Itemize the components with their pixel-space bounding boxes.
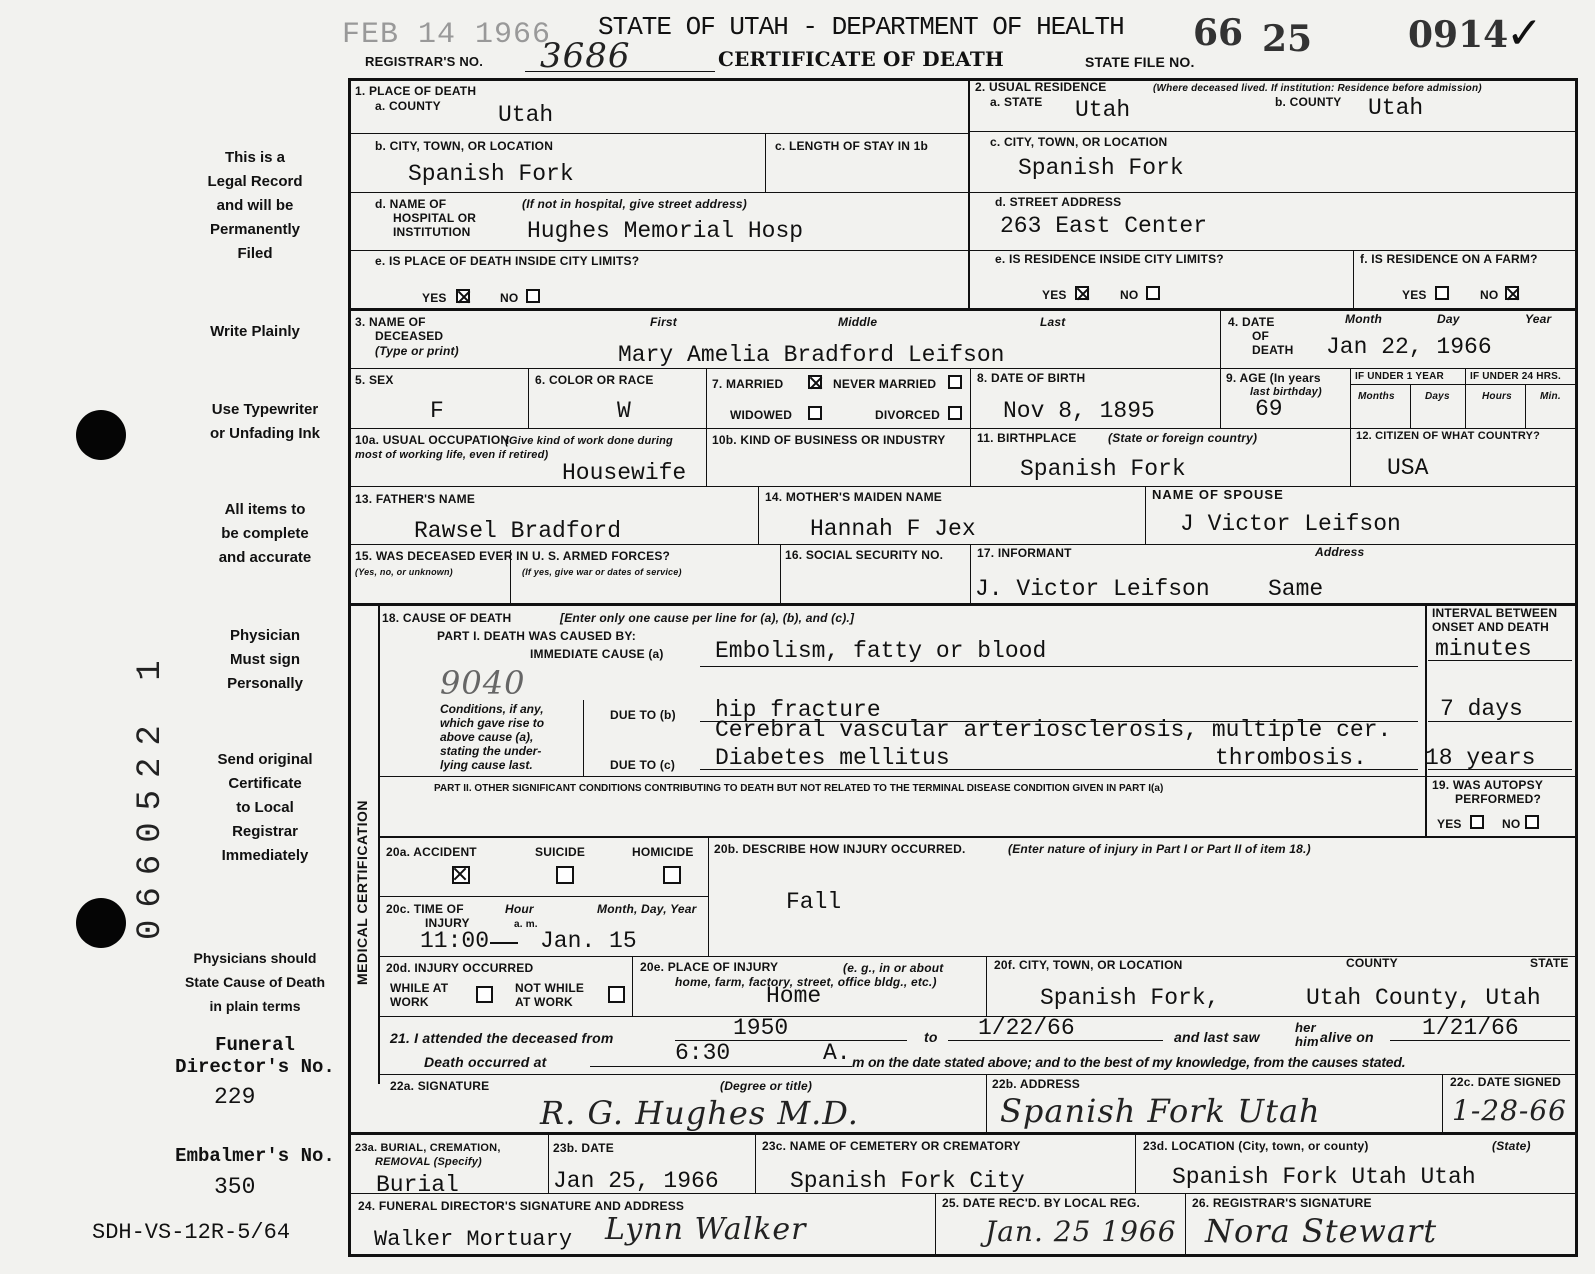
field-9-label: 9. AGE (In years <box>1226 371 1321 385</box>
ink-line-2: or Unfading Ink <box>210 425 320 442</box>
injury-city-value: Spanish Fork, <box>1040 985 1220 1011</box>
autopsy-yes-label: YES <box>1437 817 1462 831</box>
conditions-line-2: which gave rise to <box>440 716 545 730</box>
field-4-label-2: OF <box>1252 329 1270 343</box>
physician-line-1: Physician <box>229 627 301 644</box>
field-2-label: 2. USUAL RESIDENCE <box>975 80 1107 94</box>
field-15-note-1: (Yes, no, or unknown) <box>355 567 453 577</box>
while-at-label: WHILE AT <box>390 981 449 995</box>
autopsy-yes-checkbox[interactable] <box>1470 815 1484 829</box>
field-2c-label: c. CITY, TOWN, OR LOCATION <box>990 135 1168 149</box>
funeral-director-no: 229 <box>214 1084 256 1110</box>
form-title: STATE OF UTAH - DEPARTMENT OF HEALTH <box>598 12 1124 42</box>
divorced-label: DIVORCED <box>875 408 940 422</box>
field-21-label: 21. I attended the deceased from <box>390 1030 614 1046</box>
middle-name-caption: Middle <box>838 315 878 329</box>
work-label: WORK <box>390 995 429 1009</box>
field-5-label: 5. SEX <box>355 373 394 387</box>
attended-to-value: 1/22/66 <box>978 1015 1075 1041</box>
homicide-checkbox[interactable] <box>663 866 681 884</box>
field-1e-no-label: NO <box>500 291 519 305</box>
physician-note <box>160 624 370 696</box>
birthplace-value: Spanish Fork <box>1020 456 1186 482</box>
injury-time-value: 11:00 <box>420 928 490 954</box>
file-no-c: 0914 <box>1408 14 1509 56</box>
field-22a-label: 22a. SIGNATURE <box>390 1079 490 1093</box>
send-line-2: Certificate <box>228 775 302 792</box>
physician-address-value: Spanish Fork Utah <box>1000 1092 1321 1130</box>
due-to-c-label: DUE TO (c) <box>610 758 676 772</box>
send-line-5: Immediately <box>221 847 309 864</box>
hour-caption: Hour <box>505 902 534 916</box>
suicide-checkbox[interactable] <box>556 866 574 884</box>
hours-caption: Hours <box>1482 391 1512 402</box>
field-1d-label-3: INSTITUTION <box>393 225 471 239</box>
conditions-line-5: lying cause last. <box>440 758 533 772</box>
legal-line-4: Permanently <box>209 221 301 238</box>
married-checkbox[interactable] <box>808 375 822 389</box>
county-caption: COUNTY <box>1346 956 1398 970</box>
date-of-death-value: Jan 22, 1966 <box>1326 334 1492 360</box>
occupation-value: Housewife <box>562 460 687 486</box>
field-4-label: 4. DATE <box>1228 315 1275 329</box>
informant-address-caption: Address <box>1315 545 1365 559</box>
field-19-label-2: PERFORMED? <box>1455 792 1541 806</box>
field-1-label: 1. PLACE OF DEATH <box>355 84 477 98</box>
residence-county-value: Utah <box>1368 95 1424 121</box>
birth-date-value: Nov 8, 1895 <box>1003 398 1155 424</box>
state-cause-line-2: State Cause of Death <box>184 974 326 990</box>
disposition-value: Burial <box>376 1172 459 1198</box>
funeral-director-value: Walker Mortuary <box>374 1227 573 1252</box>
field-1a-label: a. COUNTY <box>375 99 441 113</box>
field-15-label: 15. WAS DECEASED EVER IN U. S. ARMED FORCES? <box>355 549 671 563</box>
cause-a-value: Embolism, fatty or blood <box>715 638 1047 664</box>
field-20c-label: 20c. TIME OF <box>386 902 464 916</box>
death-city-value: Spanish Fork <box>408 161 574 187</box>
physician-line-3: Personally <box>227 675 303 692</box>
complete-line-3: and accurate <box>218 549 312 566</box>
field-1e-no-checkbox[interactable] <box>526 289 540 303</box>
informant-value: J. Victor Leifson <box>975 576 1210 602</box>
medical-certification-label: MEDICAL CERTIFICATION <box>354 800 370 985</box>
field-20b-label: 20b. DESCRIBE HOW INJURY OCCURRED. <box>714 842 966 856</box>
first-name-caption: First <box>650 315 678 329</box>
legal-line-5: Filed <box>237 245 273 262</box>
field-15-note-2: (If yes, give war or dates of service) <box>522 567 682 577</box>
never-married-label: NEVER MARRIED <box>833 377 937 391</box>
physician-signature: R. G. Hughes M.D. <box>540 1094 859 1132</box>
field-3-note: (Type or print) <box>375 344 459 358</box>
day-caption: Day <box>1437 312 1460 326</box>
injury-county-value: Utah County, Utah <box>1306 985 1541 1011</box>
cause-a-line <box>700 666 1418 667</box>
send-line-3: to Local <box>236 799 294 816</box>
never-married-checkbox[interactable] <box>948 375 962 389</box>
pm-strike <box>490 942 518 944</box>
field-2d-label: d. STREET ADDRESS <box>995 195 1122 209</box>
conditions-bracket <box>583 700 584 776</box>
state-cause-line-1: Physicians should <box>193 950 317 966</box>
field-10a-note: (Give kind of work done during most of working life, even if retired) <box>355 435 673 461</box>
conditions-line-4: stating the under- <box>440 744 542 758</box>
state-cause-line-3: in plain terms <box>209 998 301 1014</box>
field-2e-no-checkbox[interactable] <box>1146 286 1160 300</box>
send-line-4: Registrar <box>232 823 298 840</box>
field-2-note: (Where deceased lived. If institution: Residence before admission) <box>1153 83 1482 94</box>
vertical-serial-number: 0660522 1 <box>132 648 170 940</box>
cause-code-value: 9040 <box>440 664 526 702</box>
field-20d-label: 20d. INJURY OCCURRED <box>386 961 534 975</box>
field-22b-label: 22b. ADDRESS <box>992 1077 1080 1091</box>
cause-b-value: hip fracture <box>715 697 881 723</box>
funeral-label-line-2: Director's No. <box>175 1056 335 1078</box>
field-23c-label: 23c. NAME OF CEMETERY OR CREMATORY <box>762 1139 1021 1153</box>
field-8-label: 8. DATE OF BIRTH <box>977 371 1086 385</box>
month-caption: Month <box>1345 312 1382 326</box>
registrar-signature: Nora Stewart <box>1205 1212 1438 1250</box>
file-no-a: 66 <box>1193 12 1244 54</box>
field-1e-label: e. IS PLACE OF DEATH INSIDE CITY LIMITS? <box>375 254 640 268</box>
field-23b-label: 23b. DATE <box>553 1141 614 1155</box>
field-20b-note: (Enter nature of injury in Part I or Part II of item 18.) <box>1008 842 1311 856</box>
funeral-label-line-1: Funeral <box>215 1034 295 1056</box>
burial-location-value: Spanish Fork Utah Utah <box>1172 1164 1476 1190</box>
residence-state-value: Utah <box>1075 97 1131 123</box>
homicide-label: HOMICIDE <box>632 845 694 859</box>
while-at-work-checkbox[interactable] <box>476 986 493 1003</box>
field-2f-yes-label: YES <box>1402 288 1427 302</box>
send-note <box>160 748 370 868</box>
part-2-label: PART II. OTHER SIGNIFICANT CONDITIONS CONTRIBUTING TO DEATH BUT NOT RELATED TO THE TERMINAL DISEASE CONDITION GIVEN IN PART I(a) <box>434 783 1164 794</box>
cemetery-value: Spanish Fork City <box>790 1168 1025 1194</box>
her-label: her <box>1295 1020 1316 1035</box>
accident-checkbox[interactable] <box>452 866 470 884</box>
field-25-label: 25. DATE REC'D. BY LOCAL REG. <box>942 1196 1141 1210</box>
interval-b-value: 7 days <box>1440 696 1523 722</box>
injury-description-value: Fall <box>786 889 842 915</box>
field-20c-label-2: INJURY <box>425 916 470 930</box>
due-to-b-label: DUE TO (b) <box>610 708 676 722</box>
field-2a-label: a. STATE <box>990 95 1043 109</box>
alive-on-value: 1/21/66 <box>1422 1015 1519 1041</box>
hospital-value: Hughes Memorial Hosp <box>527 218 804 244</box>
field-18-note: [Enter only one cause per line for (a), (b), and (c).] <box>560 611 855 625</box>
not-while-label: NOT WHILE <box>515 981 585 995</box>
last-name-caption: Last <box>1040 315 1066 329</box>
not-while-at-work-checkbox[interactable] <box>608 986 625 1003</box>
divorced-checkbox[interactable] <box>948 406 962 420</box>
street-address-value: 263 East Center <box>1000 213 1208 239</box>
conditions-line-3: above cause (a), <box>440 730 534 744</box>
field-11-note: (State or foreign country) <box>1108 431 1258 445</box>
degree-caption: (Degree or title) <box>720 1079 813 1093</box>
attended-from-value: 1950 <box>733 1015 789 1041</box>
ink-line-1: Use Typewriter <box>211 401 319 418</box>
spouse-label: NAME OF SPOUSE <box>1152 487 1284 502</box>
at-work-label: AT WORK <box>515 995 573 1009</box>
cause-c-value: Diabetes mellitus <box>715 745 950 771</box>
interval-label: INTERVAL BETWEEN <box>1432 606 1558 620</box>
send-line-1: Send original <box>217 751 313 768</box>
funeral-director-label <box>150 1034 360 1078</box>
death-county-value: Utah <box>498 102 554 128</box>
him-label: him <box>1295 1034 1319 1049</box>
field-2f-no-checkbox[interactable] <box>1505 286 1519 300</box>
spouse-name-value: J Victor Leifson <box>1180 511 1401 537</box>
min-caption: Min. <box>1540 391 1561 402</box>
field-19-label: 19. WAS AUTOPSY <box>1432 778 1544 792</box>
complete-note <box>160 498 370 570</box>
under-1-year-label: IF UNDER 1 YEAR <box>1355 371 1444 382</box>
conditions-note <box>440 702 578 772</box>
field-1b-label: b. CITY, TOWN, OR LOCATION <box>375 139 554 153</box>
death-time-value: 6:30 <box>675 1040 731 1066</box>
months-caption: Months <box>1358 391 1395 402</box>
complete-line-2: be complete <box>221 525 309 542</box>
field-23a-label-2: REMOVAL (Specify) <box>375 1156 482 1168</box>
widowed-checkbox[interactable] <box>808 406 822 420</box>
sex-value: F <box>430 398 444 424</box>
field-4-label-3: DEATH <box>1252 343 1294 357</box>
binder-hole-icon <box>76 898 126 948</box>
field-10b-label: 10b. KIND OF BUSINESS OR INDUSTRY <box>712 433 946 447</box>
field-10a-label: 10a. USUAL OCCUPATION <box>355 433 510 447</box>
state-caption: STATE <box>1530 956 1569 970</box>
alive-on-label: alive on <box>1320 1029 1374 1045</box>
suicide-label: SUICIDE <box>535 845 586 859</box>
mother-name-value: Hannah F Jex <box>810 516 976 542</box>
field-26-label: 26. REGISTRAR'S SIGNATURE <box>1192 1196 1372 1210</box>
form-number: SDH-VS-12R-5/64 <box>92 1220 291 1245</box>
part-1-label: PART I. DEATH WAS CAUSED BY: <box>437 629 636 643</box>
field-1d-label: d. NAME OF <box>375 197 447 211</box>
immediate-cause-label: IMMEDIATE CAUSE (a) <box>530 647 664 661</box>
date-received-value: Jan. 25 1966 <box>985 1215 1177 1248</box>
field-22c-label: 22c. DATE SIGNED <box>1450 1075 1562 1089</box>
field-3-label: 3. NAME OF <box>355 315 426 329</box>
legal-line-1: This is a <box>224 149 286 166</box>
field-3-label-2: DECEASED <box>375 329 444 343</box>
field-2e-no-label: NO <box>1120 288 1139 302</box>
last-saw-label: and last saw <box>1174 1029 1260 1045</box>
interval-label-2: ONSET AND DEATH <box>1432 620 1549 634</box>
race-value: W <box>617 398 631 424</box>
state-cause-note <box>150 946 360 1018</box>
death-occurred-label: Death occurred at <box>424 1054 547 1070</box>
field-2e-yes-label: YES <box>1042 288 1067 302</box>
registrar-no: 3686 <box>540 36 631 76</box>
field-2e-label: e. IS RESIDENCE INSIDE CITY LIMITS? <box>995 252 1224 266</box>
field-17-label: 17. INFORMANT <box>977 546 1072 560</box>
legal-line-2: Legal Record <box>207 173 303 190</box>
legal-record-note <box>150 146 360 266</box>
field-13-label: 13. FATHER'S NAME <box>355 492 476 506</box>
under-24-hrs-label: IF UNDER 24 HRS. <box>1470 371 1561 382</box>
injury-place-value: Home <box>766 983 822 1009</box>
field-1c-label: c. LENGTH OF STAY IN 1b <box>775 139 929 153</box>
field-1d-note: (If not in hospital, give street address) <box>522 197 747 211</box>
field-2f-label: f. IS RESIDENCE ON A FARM? <box>1360 252 1538 266</box>
deceased-name-value: Mary Amelia Bradford Leifson <box>618 342 1005 368</box>
field-16-label: 16. SOCIAL SECURITY NO. <box>785 548 944 562</box>
field-11-label: 11. BIRTHPLACE <box>977 431 1077 445</box>
married-label: 7. MARRIED <box>712 377 784 391</box>
field-1e-yes-label: YES <box>422 291 447 305</box>
mdy-caption: Month, Day, Year <box>597 902 697 916</box>
physician-line-2: Must sign <box>230 651 300 668</box>
field-20e-label: 20e. PLACE OF INJURY <box>640 960 779 974</box>
file-no-b: 25 <box>1262 18 1313 60</box>
field-24-label: 24. FUNERAL DIRECTOR'S SIGNATURE AND ADDRESS <box>358 1199 685 1213</box>
complete-line-1: All items to <box>224 501 306 518</box>
age-value: 69 <box>1255 396 1283 422</box>
field-12-label: 12. CITIZEN OF WHAT COUNTRY? <box>1356 430 1541 442</box>
field-1e-yes-checkbox[interactable] <box>456 289 470 303</box>
autopsy-no-checkbox[interactable] <box>1525 815 1539 829</box>
field-2f-yes-checkbox[interactable] <box>1435 286 1449 300</box>
field-20e-note: (e. g., in or about home, farm, factory, street, office bldg., etc.) <box>675 961 944 989</box>
death-am-value: A. <box>823 1040 851 1066</box>
burial-date-value: Jan 25, 1966 <box>553 1168 719 1194</box>
days-caption: Days <box>1425 391 1450 402</box>
field-20f-label: 20f. CITY, TOWN, OR LOCATION <box>994 958 1183 972</box>
field-6-label: 6. COLOR OR RACE <box>535 373 654 387</box>
date-signed-value: 1-28-66 <box>1452 1094 1567 1127</box>
residence-city-value: Spanish Fork <box>1018 155 1184 181</box>
occurred-time-line <box>590 1066 852 1067</box>
state-file-label: STATE FILE NO. <box>1085 54 1195 70</box>
citizenship-value: USA <box>1387 455 1429 481</box>
informant-address-value: Same <box>1268 576 1324 602</box>
check-mark-icon: ✓ <box>1506 8 1543 59</box>
registrar-no-line <box>525 71 715 72</box>
field-20a-label: 20a. ACCIDENT <box>386 845 477 859</box>
funeral-director-signature: Lynn Walker <box>605 1212 807 1247</box>
widowed-label: WIDOWED <box>730 408 793 422</box>
am-caption: a. m. <box>514 919 538 930</box>
conditions-line-1: Conditions, if any, <box>440 702 544 716</box>
to-label: to <box>924 1029 938 1045</box>
year-caption: Year <box>1525 312 1552 326</box>
field-2f-no-label: NO <box>1480 288 1499 302</box>
field-2b-label: b. COUNTY <box>1275 95 1342 109</box>
interval-a-value: minutes <box>1435 636 1532 662</box>
embalmer-no: 350 <box>214 1174 256 1200</box>
received-stamp-date: FEB 14 1966 <box>342 18 552 52</box>
field-9-label-2: last birthday) <box>1250 386 1322 398</box>
legal-line-3: and will be <box>216 197 294 214</box>
father-name-value: Rawsel Bradford <box>414 518 622 544</box>
field-14-label: 14. MOTHER'S MAIDEN NAME <box>765 490 943 504</box>
write-plainly-note: Write Plainly <box>210 323 300 340</box>
certificate-title: CERTIFICATE OF DEATH <box>718 47 1005 71</box>
interval-c-value: 18 years <box>1425 745 1536 771</box>
field-2e-yes-checkbox[interactable] <box>1075 286 1089 300</box>
cause-c-extra-value: thrombosis. <box>1215 745 1367 771</box>
field-23d-state-caption: (State) <box>1492 1139 1531 1153</box>
injury-date-value: Jan. 15 <box>540 928 637 954</box>
field-23d-label: 23d. LOCATION (City, town, or county) <box>1143 1139 1369 1153</box>
binder-hole-icon <box>76 410 126 460</box>
embalmer-label: Embalmer's No. <box>175 1145 335 1167</box>
ink-note <box>160 398 370 446</box>
field-23a-label: 23a. BURIAL, CREMATION, <box>355 1142 501 1154</box>
field-1d-label-2: HOSPITAL OR <box>393 211 477 225</box>
attestation-text: m on the date stated above; and to the best of my knowledge, from the causes stated. <box>852 1054 1406 1070</box>
field-18-label: 18. CAUSE OF DEATH <box>382 611 512 625</box>
registrar-no-label: REGISTRAR'S NO. <box>365 54 484 69</box>
cause-b-extra-value: Cerebral vascular arteriosclerosis, multiple cer. <box>715 717 1392 743</box>
autopsy-no-label: NO <box>1502 817 1521 831</box>
